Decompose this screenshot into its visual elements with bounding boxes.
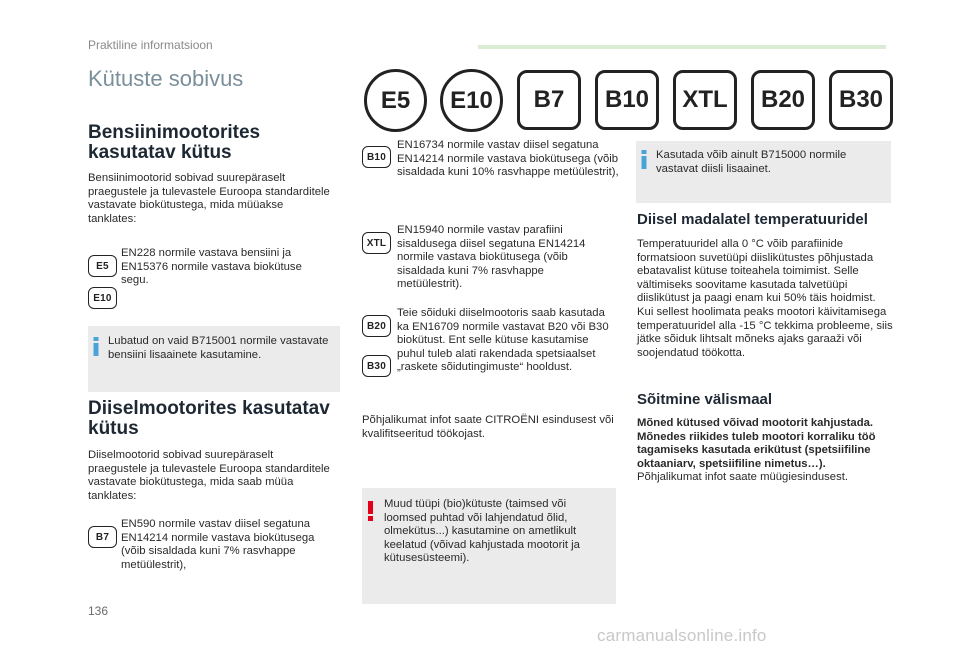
warning-text: Muud tüüpi (bio)kütuste (taimsed või loomsed puhtad või lahjendatud õlid, olmekütus...) kasutamine on ametlikult keelatud (võivad kahjustada mootorit ja kütusesüsteemi). <box>384 498 580 565</box>
badge-b10: B10 <box>362 146 391 168</box>
b10-text: EN16734 normile vastav diisel segatuna EN14214 normile vastava biokütusega (võib sisaldada kuni 10% rasvhappe metüülestrit), <box>397 139 619 179</box>
fuel-symbol-xtl: XTL <box>673 70 737 130</box>
abroad-text: Põhjalikumat infot saate müügiesindusest. <box>637 471 848 484</box>
abroad-heading: Sõitmine välismaal <box>637 391 773 408</box>
badge-b30: B30 <box>362 355 391 377</box>
badge-xtl: XTL <box>362 232 391 254</box>
warning-box <box>362 488 616 604</box>
diesel-intro: Diiselmootorid sobivad suurepäraselt praegustele ja tulevastele Euroopa standarditele vastavate biokütustega, mida saab müüa tanklates: <box>88 449 330 502</box>
watermark: carmanualsonline.info <box>597 626 767 645</box>
header-rule <box>478 45 886 49</box>
more-info-text: Põhjalikumat infot saate CITROËNI esindusest või kvalifitseeritud töökojast. <box>362 414 614 440</box>
badge-b20: B20 <box>362 315 391 337</box>
badge-b7: B7 <box>88 526 117 548</box>
fuel-symbol-e10: E10 <box>440 69 503 132</box>
petrol-heading: Bensiinimootorites kasutatav kütus <box>88 122 261 163</box>
b7-text: EN590 normile vastav diisel segatuna EN14214 normile vastava biokütusega (võib sisaldada kuni 7% rasvhappe metüülestrit), <box>121 518 315 571</box>
petrol-standard-text: EN228 normile vastava bensiini ja EN15376 normile vastava biokütuse segu. <box>121 247 302 287</box>
abroad-body <box>637 417 895 485</box>
page-title: Kütuste sobivus <box>88 66 244 91</box>
petrol-note-text: Lubatud on vaid B715001 normile vastavate bensiini lisaainete kasutamine. <box>108 335 329 361</box>
warning-icon <box>367 501 374 521</box>
page-number: 136 <box>88 604 109 618</box>
badge-e10: E10 <box>88 287 117 309</box>
petrol-intro: Bensiinimootorid sobivad suurepäraselt praegustele ja tulevastele Euroopa standarditele vastavate biokütustega, mida müüakse tanklates: <box>88 172 330 225</box>
petrol-note-box <box>88 326 340 392</box>
fuel-symbol-b30: B30 <box>829 70 893 130</box>
xtl-text: EN15940 normile vastav parafiini sisaldusega diisel segatuna EN14214 normile vastava biokütusega (võib sisaldada kuni 7% rasvhappe metüülestrit). <box>397 224 586 291</box>
info-icon <box>93 337 99 356</box>
fuel-symbol-e5: E5 <box>364 69 427 132</box>
cold-text: Temperatuuridel alla 0 °C võib parafiinide formatsioon suvetüüpi diislikütustes põhjustada ebatavalist kütuse toiteahela toimimist. Selle vältimiseks soovitame kasutada talvetüüpi diislikütust ja paagi enam kui 50% täis hoidmist. Kui sellest hoolimata peaks mootori käivitamisega temperatuuridel alla -15 °C tekkima probleeme, siis jätke sõiduk lihtsalt mõneks ajaks garaaži või soojendatud töökotta. <box>637 238 893 359</box>
info-icon <box>641 150 647 169</box>
cold-heading: Diisel madalatel temperatuuridel <box>637 211 868 228</box>
section-label: Praktiline informatsioon <box>88 38 213 52</box>
fuel-symbol-b20: B20 <box>751 70 815 130</box>
fuel-symbol-b10: B10 <box>595 70 659 130</box>
diesel-heading: Diiselmootorites kasutatav kütus <box>88 398 330 439</box>
additive-note-text: Kasutada võib ainult B715000 normile vastavat diisli lisaainet. <box>656 149 847 175</box>
badge-e5: E5 <box>88 255 117 277</box>
additive-note-box <box>636 141 891 203</box>
fuel-symbol-b7: B7 <box>517 70 581 130</box>
b20-b30-text: Teie sõiduki diiselmootoris saab kasutada ka EN16709 normile vastavat B20 või B30 biokütust. Ent selle kütuse kasutamise puhul tuleb alati rakendada spetsiaalset „raskete sõidutingimuste“ hooldust. <box>397 307 609 374</box>
abroad-bold-text: Mõned kütused võivad mootorit kahjustada. Mõnedes riikides tuleb mootori korraliku töö tagamiseks kasutada erikütust (spetsiifiline oktaaniarv, spetsiifiline nimetus…). <box>637 417 876 470</box>
